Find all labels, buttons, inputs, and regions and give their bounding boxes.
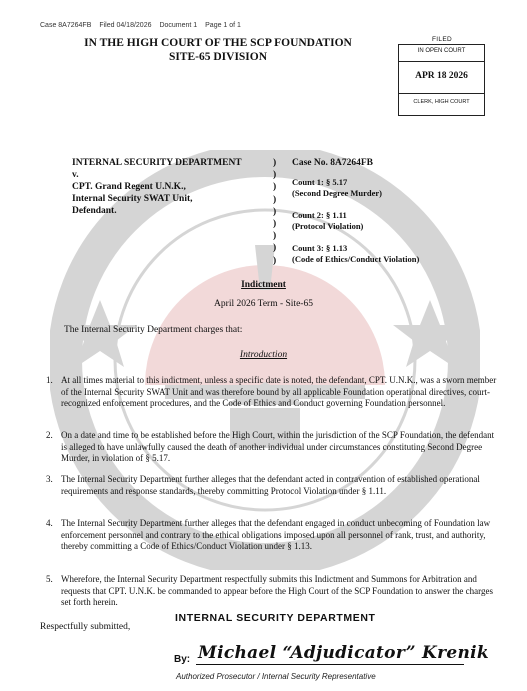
filed-label: FILED bbox=[432, 36, 452, 43]
caption-paren: ) bbox=[273, 194, 277, 205]
paragraph bbox=[46, 574, 498, 609]
paragraph-text: On a date and time to be established before the High Court, within the jurisdiction of the SCP Foundation, the defendant is alleged to have unlawfully caused the death of another individual under circumstances constituting Second Degree Murder, in violation of § 5.17. bbox=[61, 430, 495, 463]
count-description: (Code of Ethics/Conduct Violation) bbox=[292, 254, 420, 264]
paragraph-number: 4. bbox=[46, 518, 53, 528]
stamp-divider bbox=[399, 93, 484, 94]
caption-paren: ) bbox=[273, 170, 277, 181]
signature-by-label: By: bbox=[174, 654, 191, 665]
caption-paren: ) bbox=[273, 255, 277, 266]
closing-phrase: Respectfully submitted, bbox=[40, 622, 131, 632]
paragraph-number: 1. bbox=[46, 375, 53, 385]
count-description: (Second Degree Murder) bbox=[292, 188, 383, 198]
count-item bbox=[292, 243, 452, 265]
filed-date: APR 18 2026 bbox=[415, 71, 468, 81]
paragraph-text: The Internal Security Department further alleges that the defendant engaged in conduct unbecoming of Foundation law enforcement personnel and contrary to the ethical obligations imposed upon all personnel of rank, trust, and authority, thereby committing a Code of Ethics/Conduct Violation under § 1.13. bbox=[61, 518, 491, 551]
paragraph-number: 2. bbox=[46, 430, 53, 440]
document-title: Indictment bbox=[241, 280, 286, 290]
count-label: Count 1: § 5.17 bbox=[292, 177, 348, 187]
charges-intro: The Internal Security Department charges that: bbox=[64, 325, 243, 335]
paragraph-text: At all times material to this indictment, unless a specific date is noted, the defendant, CPT. U.N.K., was a sworn member of the Internal Security SWAT Unit and was therefore bound by all applicable Foundation operational directives, court-recognized enforcement procedures, and the Code of Ethics and Conduct governing Foundation personnel. bbox=[61, 375, 497, 408]
plaintiff-name: INTERNAL SECURITY DEPARTMENT bbox=[72, 158, 242, 168]
paragraph-text: Wherefore, the Internal Security Department respectfully submits this Indictment and Summons for Arbitration and requests that CPT. U.N.K. be commanded to appear before the High Court of the SCP Foundation to answer the charges set forth herein. bbox=[61, 574, 493, 607]
signature-department: INTERNAL SECURITY DEPARTMENT bbox=[175, 612, 376, 624]
count-description: (Protocol Violation) bbox=[292, 221, 364, 231]
page-number: Page 1 of 1 bbox=[205, 22, 241, 29]
paragraph bbox=[46, 430, 498, 465]
case-number: Case No. 8A7264FB bbox=[292, 158, 374, 168]
count-label: Count 2: § 1.11 bbox=[292, 210, 347, 220]
filed-stamp bbox=[398, 44, 485, 116]
count-item bbox=[292, 177, 452, 199]
signature-name: Michael “Adjudicator” Krenik bbox=[198, 643, 489, 663]
paragraph bbox=[46, 375, 498, 410]
versus-label: v. bbox=[72, 170, 79, 180]
defendant-unit: Internal Security SWAT Unit, bbox=[72, 194, 193, 204]
caption-paren: ) bbox=[273, 243, 277, 254]
caption-paren: ) bbox=[273, 182, 277, 193]
paragraph-number: 5. bbox=[46, 574, 53, 584]
court-name: IN THE HIGH COURT OF THE SCP FOUNDATION bbox=[84, 37, 352, 49]
paragraph-number: 3. bbox=[46, 474, 53, 484]
paragraph-text: The Internal Security Department further alleges that the defendant acted in contravention of established operational requirements and response standards, thereby committing Protocol Violation under § 1.11. bbox=[61, 474, 480, 496]
in-open-court: IN OPEN COURT bbox=[417, 48, 466, 54]
caption-parentheses bbox=[273, 157, 285, 267]
case-ref: Case 8A7264FB bbox=[40, 22, 92, 29]
caption-paren: ) bbox=[273, 158, 277, 168]
caption-paren: ) bbox=[273, 206, 277, 217]
clerk-label: CLERK, HIGH COURT bbox=[413, 99, 470, 105]
defendant-role: Defendant. bbox=[72, 206, 117, 216]
caption-paren: ) bbox=[273, 231, 277, 242]
court-title bbox=[58, 36, 378, 64]
court-division: SITE-65 DIVISION bbox=[168, 51, 268, 63]
count-label: Count 3: § 1.13 bbox=[292, 243, 348, 253]
filed-date-line: Filed 04/18/2026 bbox=[99, 22, 152, 29]
document-header bbox=[40, 22, 247, 29]
term-line: April 2026 Term - Site-65 bbox=[214, 299, 313, 309]
paragraph bbox=[46, 518, 498, 553]
count-item bbox=[292, 210, 452, 232]
stamp-divider bbox=[399, 61, 484, 62]
case-caption-parties bbox=[72, 157, 272, 217]
signature-role: Authorized Prosecutor / Internal Security Representative bbox=[176, 672, 376, 681]
document-number: Document 1 bbox=[159, 22, 198, 29]
paragraph bbox=[46, 474, 498, 497]
caption-paren: ) bbox=[273, 219, 277, 230]
signature-line bbox=[196, 664, 464, 665]
case-caption-counts bbox=[292, 157, 452, 276]
section-heading: Introduction bbox=[239, 350, 288, 360]
defendant-name: CPT. Grand Regent U.N.K., bbox=[72, 182, 186, 192]
